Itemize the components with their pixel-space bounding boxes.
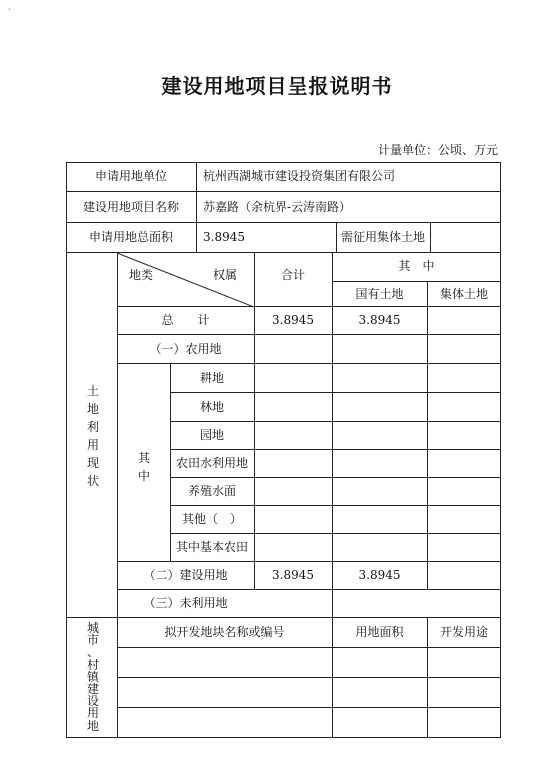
total-column-header: 合计 [280, 268, 305, 282]
applicant-label: 申请用地单位 [94, 169, 167, 183]
row-rule [66, 222, 501, 223]
among-column-header: 其 中 [398, 259, 435, 273]
row-label: 总 计 [161, 313, 210, 327]
corner-left-label: 地类 [129, 268, 154, 282]
row-label: （二）建设用地 [143, 568, 228, 582]
col-rule [427, 281, 428, 589]
row-rule [170, 477, 501, 478]
plot-column-header: 拟开发地块名称或编号 [164, 625, 285, 639]
row-label: （三）未利用地 [143, 596, 228, 610]
sub-row-label: 耕地 [199, 371, 224, 385]
sub-row-label: 园地 [199, 428, 224, 442]
row-state: 3.8945 [358, 313, 401, 327]
row-rule [117, 707, 501, 708]
row-state: 3.8945 [358, 568, 401, 582]
scan-mark: ˋ [8, 8, 12, 17]
row-rule [117, 561, 501, 562]
corner-right-label: 权属 [213, 268, 238, 282]
row-rule [117, 589, 501, 590]
col-rule [196, 162, 197, 252]
sub-row-label: 农田水利用地 [175, 456, 248, 470]
row-total: 3.8945 [272, 313, 314, 327]
applicant-value: 杭州西湖城市建设投资集团有限公司 [203, 169, 396, 183]
row-rule [170, 533, 501, 534]
state-land-column-header: 国有土地 [355, 287, 404, 301]
report-table [66, 162, 501, 738]
collective-land-label: 需征用集体土地 [340, 230, 425, 244]
row-rule [170, 505, 501, 506]
land-use-section-label: 土 地 利 用 现 状 [86, 384, 99, 488]
sub-row-label: 其他（ ） [181, 512, 242, 526]
row-rule [332, 281, 501, 282]
sub-row-label: 其中基本农田 [175, 540, 248, 554]
project-value: 苏嘉路（余杭界-云涛南路） [203, 200, 352, 214]
row-rule [117, 334, 501, 335]
sub-row-label: 养殖水面 [187, 484, 236, 498]
total-area-label: 申请用地总面积 [88, 230, 173, 244]
row-rule [170, 421, 501, 422]
among-sub-label: 其 中 [137, 451, 150, 483]
project-label: 建设用地项目名称 [82, 200, 179, 214]
col-rule [254, 252, 255, 589]
unit-note: 计量单位：公顷、万元 [377, 143, 498, 157]
row-rule [117, 677, 501, 678]
area-column-header: 用地面积 [355, 625, 404, 639]
purpose-column-header: 开发用途 [439, 625, 488, 639]
col-rule [430, 222, 431, 252]
row-rule [66, 617, 501, 618]
town-use-section-label: 城 市 、 村 镇 建 设 用 地 [86, 621, 99, 733]
row-rule [117, 363, 501, 364]
row-rule [170, 449, 501, 450]
row-label: （一）农用地 [149, 342, 222, 356]
document-title: 建设用地项目呈报说明书 [161, 74, 393, 98]
total-area-value: 3.8945 [203, 230, 245, 244]
collective-land-column-header: 集体土地 [439, 287, 488, 301]
sub-row-label: 林地 [199, 400, 224, 414]
row-rule [170, 392, 501, 393]
row-rule [66, 191, 501, 192]
row-rule [117, 647, 501, 648]
row-total: 3.8945 [272, 568, 314, 582]
